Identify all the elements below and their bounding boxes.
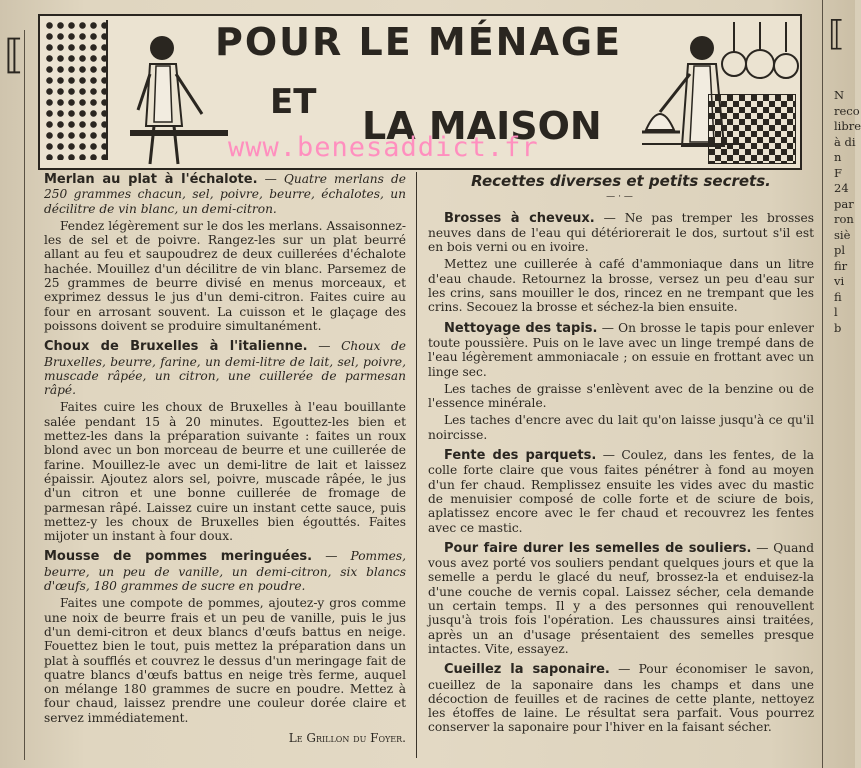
- ornament: —·—: [606, 192, 636, 203]
- tip-title: Pour faire durer les semelles de souliers.: [444, 540, 752, 556]
- tip: [428, 662, 814, 734]
- header-title-line1: POUR LE MÉNAGE: [215, 20, 623, 64]
- tip-dash: —: [596, 448, 622, 463]
- fragment-line: ron: [834, 212, 854, 226]
- tip: [428, 448, 814, 535]
- recipe-title: Merlan au plat à l'échalote.: [44, 172, 258, 187]
- tip: [428, 541, 814, 656]
- fragment-line: siè: [834, 227, 851, 242]
- recipe-paragraph: Faites cuire les choux de Bruxelles à l'eau bouillante salée pendant 15 à 20 minutes. Egouttez-les bien et mettez-les dans la préparation suivante : faites un roux blond avec un bon morceau de beurre et une cuillerée de farine. Mouillez-le avec un demi-litre de lait et laissez épaissir. Ajoutez alors sel, poivre, muscade râpée, le jus d'un citron et une bonne cuillerée de fromage de parmesan râpé. Laissez cuire un instant cette sauce, puis mettez-y les choux de Bruxelles bien égouttés. Faites mijoter un instant à four doux.: [44, 400, 406, 544]
- tip-dash: —: [751, 540, 774, 555]
- left-column: [44, 172, 406, 745]
- recipe-ingredients: Quatre merlans de 250 grammes chacun, sel, poivre, beurre, échalotes, un décilitre de vin blanc, un demi-citron.: [44, 172, 406, 216]
- recipe-ingredients: Pommes, beurre, un peu de vanille, un demi-citron, six blancs d'œufs, 180 grammes de sucre en poudre.: [44, 549, 406, 594]
- fragment-line: n: [834, 150, 842, 164]
- fragment-line: libre: [834, 119, 861, 133]
- checkered-cloth: [708, 94, 796, 164]
- tip-title: Cueillez la saponaire.: [444, 662, 610, 678]
- tip-paragraph: Les taches d'encre avec du lait qu'on laisse jusqu'à ce qu'il noircisse.: [428, 413, 814, 442]
- recipe: [44, 339, 406, 543]
- fragment-line: fir: [834, 258, 848, 273]
- right-margin-rule: [822, 0, 823, 768]
- right-column: [428, 172, 814, 741]
- recipe-dash: —: [307, 339, 342, 354]
- signature: Le Grillon du Foyer.: [288, 730, 406, 745]
- hanging-pans-icon: [720, 22, 800, 92]
- recipe-dash: —: [312, 549, 351, 564]
- recipe-title: Choux de Bruxelles à l'italienne.: [44, 339, 308, 355]
- fragment-line: par: [834, 196, 854, 211]
- tip-paragraph: Quand vous avez porté vos souliers pendant quelques jours et que la semelle a perdu le glacé du neuf, brossez-la et enduisez-la d'une couche de vernis copal. Laissez sécher, cela demande un certain temps. Il y a des personnes qui renouvellent jusqu'à trois fois l'opération. Les chaussures ainsi traitées, après un an d'usage présentaient des semelles presque intactes. Vite, essayez.: [428, 540, 814, 656]
- fragment-line: à di: [834, 134, 856, 149]
- left-bracket-ornament: ⟦: [4, 32, 24, 78]
- tip: [428, 211, 814, 315]
- tip-dash: —: [594, 210, 625, 225]
- polka-dot-curtain: [44, 20, 108, 160]
- recipe-dash: —: [257, 172, 284, 186]
- recipe-paragraph: Fendez légèrement sur le dos les merlans. Assaisonnez-les de sel et de poivre. Rangez-les sur un plat beurré allant au feu et saupoudrez de deux cuillerées d'échalote hachée. Mouillez d'un décilitre de vin blanc. Parsemez de 25 grammes de beurre divisé en menus morceaux, et exprimez dessus le jus d'un demi-citron. Faites cuire au four en arrosant souvent. La cuisson et le glaçage des poissons doivent se produire simultanément.: [44, 218, 406, 333]
- tip: [428, 321, 814, 442]
- fragment-line: b: [834, 320, 842, 335]
- recipe-title: Mousse de pommes meringuées.: [44, 549, 313, 565]
- tip-paragraph: Ne pas tremper les brosses neuves dans de l'eau qui détériorerait le dos, surtout s'il est en bois verni ou en ivoire.: [428, 210, 814, 255]
- tip-title: Brosses à cheveux.: [444, 210, 595, 226]
- fragment-line: vi: [834, 274, 845, 288]
- fragment-line: pl: [834, 243, 846, 257]
- tip-paragraph: Les taches de graisse s'enlèvent avec de la benzine ou de l'essence minérale.: [428, 381, 814, 411]
- tip-title: Fente des parquets.: [444, 448, 597, 464]
- recipe: [44, 172, 406, 333]
- right-bracket-ornament: ⟦: [828, 14, 845, 54]
- column-divider: [416, 172, 417, 758]
- section-title: Recettes diverses et petits secrets.: [471, 172, 771, 190]
- tip-paragraph: Mettez une cuillerée à café d'ammoniaque dans un litre d'eau chaude. Retournez la brosse, versez un peu d'eau sur les crins, sans mouiller le dos, rincez en ne trempant que les crins. Secouez la brosse et séchez-la bien ensuite.: [428, 257, 814, 315]
- fragment-line: l: [834, 305, 838, 319]
- header-title-line3: LA MAISON: [362, 104, 602, 148]
- tip-paragraph: Pour économiser le savon, cueillez de la saponaire dans les champs et dans une décoction de feuilles et de racines de cette plante, nettoyez les étoffes de laine. Le résultat sera parfait. Vous pourrez conserver la saponaire pour l'hiver en la faisant sécher.: [428, 662, 814, 735]
- tip-title: Nettoyage des tapis.: [444, 320, 598, 336]
- recipe-ingredients: Choux de Bruxelles, beurre, farine, un demi-litre de lait, sel, poivre, muscade râpée, un citron, une cuillerée de parmesan râpé.: [44, 339, 407, 398]
- recipe-paragraph: Faites une compote de pommes, ajoutez-y gros comme une noix de beurre frais et un peu de vanille, puis le jus d'un demi-citron et deux blancs d'œufs battus en neige. Fouettez bien le tout, puis mettez la préparation dans un plat à soufflés et couvrez le dessus d'un meringage fait de quatre blancs d'œufs battus en neige très ferme, auquel on mélange 180 grammes de sucre en poudre. Mettez à four chaud, laissez prendre une couleur dorée claire et servez immédiatement.: [44, 596, 406, 725]
- fragment-line: F: [834, 165, 842, 180]
- recipe: [44, 549, 406, 725]
- fragment-line: fi: [834, 289, 842, 304]
- tip-dash: —: [609, 662, 639, 677]
- tip-paragraph: Coulez, dans les fentes, de la colle forte claire que vous faites pénétrer à fond au moyen d'un fer chaud. Remplissez ensuite les vides avec du mastic de menuisier composé de colle forte et de sciure de bois, aplatissez encore avec le fer chaud et recouvrez les fentes avec ce mastic.: [428, 448, 814, 535]
- tip-dash: —: [597, 320, 619, 335]
- fragment-line: N: [834, 88, 845, 102]
- woman-ironing-illustration: [120, 26, 230, 166]
- fragment-line: reco: [834, 103, 860, 118]
- adjacent-column-fragment: [834, 88, 861, 336]
- fragment-line: 24: [834, 181, 849, 195]
- left-margin-rule: [24, 30, 25, 760]
- tip-paragraph: On brosse le tapis pour enlever toute poussière. Puis on le lave avec un linge trempé dans de l'eau légèrement ammoniacale ; on essuie en frottant avec un linge sec.: [428, 320, 815, 379]
- watermark: www.benesaddict.fr: [228, 132, 539, 163]
- header-title-line2: ET: [270, 82, 317, 122]
